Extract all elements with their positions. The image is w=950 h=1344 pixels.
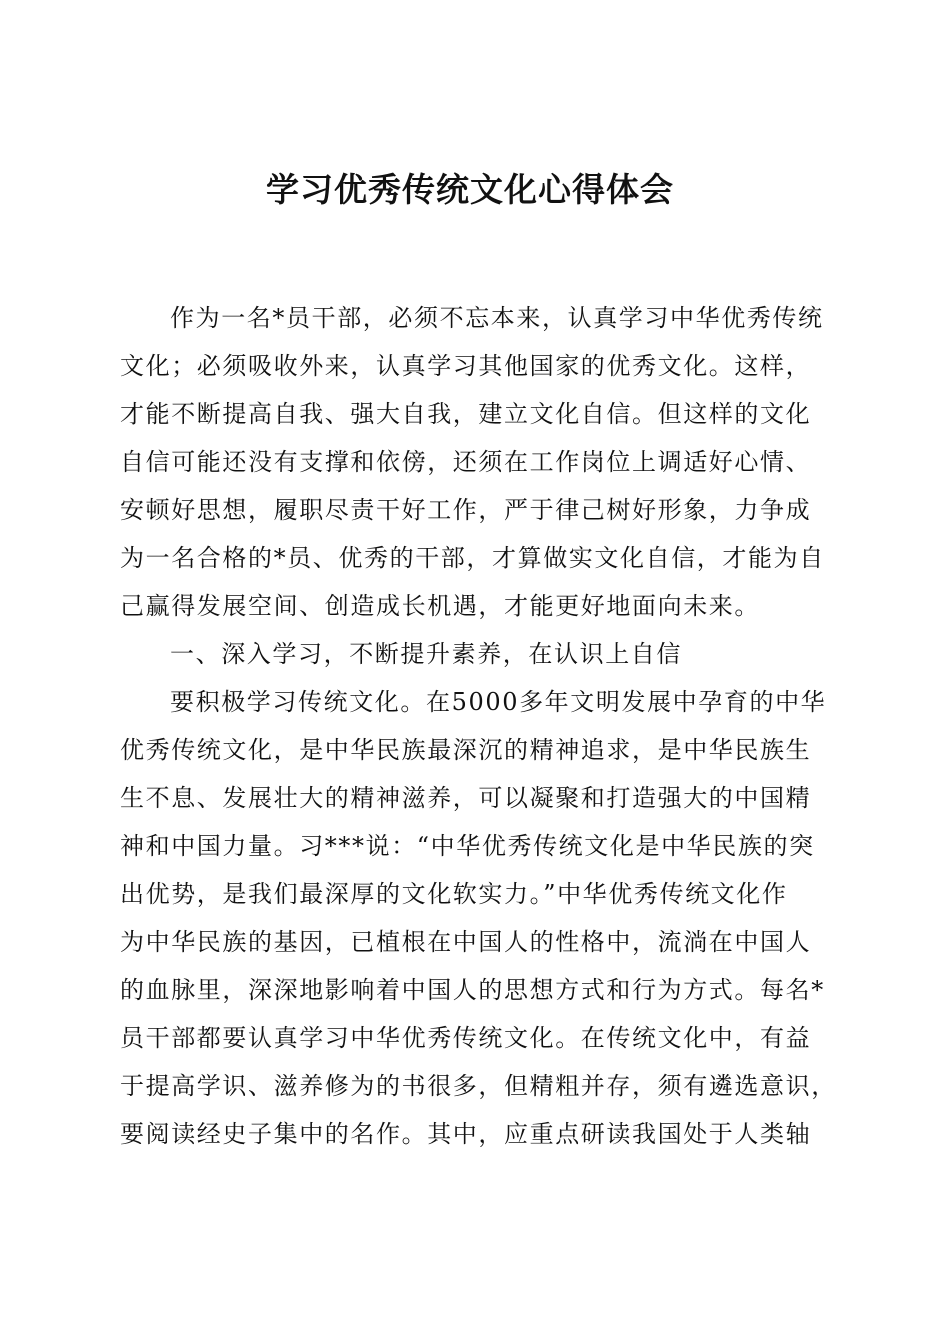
text-line: 自信可能还没有支撑和依傍，还须在工作岗位上调适好心情、 bbox=[120, 448, 812, 476]
text-line: 为一名合格的*员、优秀的干部，才算做实文化自信，才能为自 bbox=[120, 544, 825, 572]
text-line: 神和中国力量。习***说：“中华优秀传统文化是中华民族的突 bbox=[120, 832, 815, 860]
text-line: 安顿好思想，履职尽责干好工作，严于律己树好形象，力争成 bbox=[120, 496, 812, 524]
document-body bbox=[120, 294, 850, 1158]
text-line: 生不息、发展壮大的精神滋养，可以凝聚和打造强大的中国精 bbox=[120, 784, 812, 812]
text-line: 要积极学习传统文化。在5000多年文明发展中孕育的中华 bbox=[170, 688, 827, 716]
text-line: 出优势，是我们最深厚的文化软实力。”中华优秀传统文化作 bbox=[120, 880, 788, 908]
text-line: 文化；必须吸收外来，认真学习其他国家的优秀文化。这样， bbox=[120, 352, 812, 380]
section-heading: 一、深入学习，不断提升素养，在认识上自信 bbox=[170, 640, 682, 668]
text-line: 作为一名*员干部，必须不忘本来，认真学习中华优秀传统 bbox=[170, 304, 824, 332]
document-title: 学习优秀传统文化心得体会 bbox=[266, 170, 674, 209]
text-line: 优秀传统文化，是中华民族最深沉的精神追求，是中华民族生 bbox=[120, 736, 812, 764]
text-line: 员干部都要认真学习中华优秀传统文化。在传统文化中，有益 bbox=[120, 1024, 812, 1052]
text-line: 为中华民族的基因，已植根在中国人的性格中，流淌在中国人 bbox=[120, 928, 812, 956]
text-line: 于提高学识、滋养修为的书很多，但精粗并存，须有遴选意识， bbox=[120, 1072, 837, 1100]
text-line: 己赢得发展空间、创造成长机遇，才能更好地面向未来。 bbox=[120, 592, 760, 620]
text-line: 要阅读经史子集中的名作。其中，应重点研读我国处于人类轴 bbox=[120, 1120, 812, 1148]
text-line: 才能不断提高自我、强大自我，建立文化自信。但这样的文化 bbox=[120, 400, 812, 428]
text-line: 的血脉里，深深地影响着中国人的思想方式和行为方式。每名* bbox=[120, 976, 825, 1004]
